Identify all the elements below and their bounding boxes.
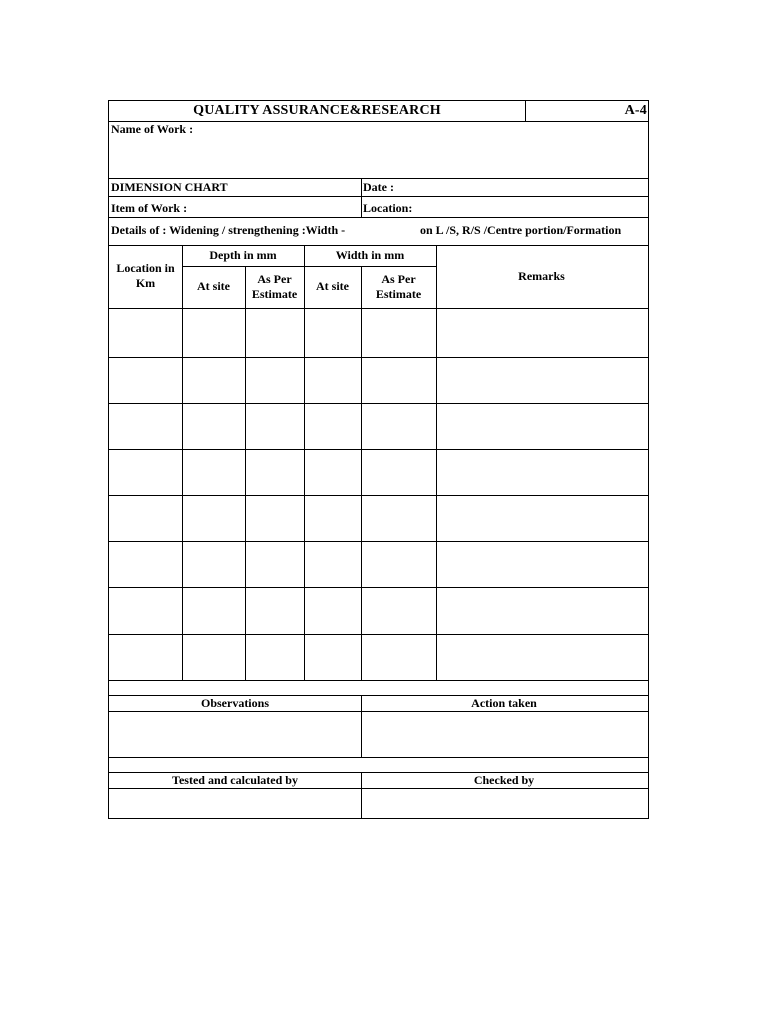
name-of-work-field[interactable] bbox=[109, 137, 647, 178]
location-label: Location: bbox=[363, 201, 413, 215]
width-estimate-header-line2: Estimate bbox=[375, 287, 422, 301]
form-code: A-4 bbox=[624, 103, 647, 118]
divider bbox=[109, 245, 648, 246]
depth-header: Depth in mm bbox=[209, 248, 277, 262]
location-km-header-line1: Location in bbox=[116, 261, 175, 275]
item-of-work-label: Item of Work : bbox=[111, 201, 188, 215]
tested-by-field[interactable] bbox=[109, 788, 361, 817]
action-taken-header: Action taken bbox=[471, 696, 537, 710]
action-taken-field[interactable] bbox=[361, 711, 647, 757]
item-of-work-field[interactable] bbox=[197, 197, 359, 217]
observations-header: Observations bbox=[200, 696, 269, 710]
divider bbox=[109, 757, 648, 758]
dimension-chart-label: DIMENSION CHART bbox=[111, 180, 228, 194]
width-at-site-header: At site bbox=[316, 279, 349, 293]
width-header: Width in mm bbox=[335, 248, 405, 262]
checked-by-field[interactable] bbox=[361, 788, 647, 817]
remarks-header: Remarks bbox=[518, 269, 565, 283]
details-position-label: on L /S, R/S /Centre portion/Formation bbox=[420, 223, 622, 237]
divider bbox=[361, 178, 362, 217]
divider bbox=[109, 217, 648, 218]
date-field[interactable] bbox=[399, 179, 645, 196]
divider bbox=[109, 680, 648, 681]
observations-field[interactable] bbox=[109, 711, 361, 757]
location-km-header-line2: Km bbox=[135, 276, 156, 290]
name-of-work-label: Name of Work : bbox=[111, 122, 194, 136]
date-label: Date : bbox=[363, 180, 394, 194]
depth-at-site-header: At site bbox=[197, 279, 230, 293]
tested-by-header: Tested and calculated by bbox=[172, 773, 298, 787]
form-title: QUALITY ASSURANCE&RESEARCH bbox=[193, 103, 441, 118]
depth-estimate-header-line1: As Per bbox=[257, 272, 292, 286]
depth-estimate-header-line2: Estimate bbox=[251, 287, 298, 301]
details-label: Details of : Widening / strengthening :Width - bbox=[111, 223, 346, 237]
divider bbox=[182, 266, 437, 267]
location-field[interactable] bbox=[419, 197, 645, 217]
checked-by-header: Checked by bbox=[473, 773, 535, 787]
form-sheet bbox=[108, 100, 649, 819]
data-entry-rows[interactable] bbox=[109, 308, 647, 680]
width-estimate-header-line1: As Per bbox=[381, 272, 416, 286]
